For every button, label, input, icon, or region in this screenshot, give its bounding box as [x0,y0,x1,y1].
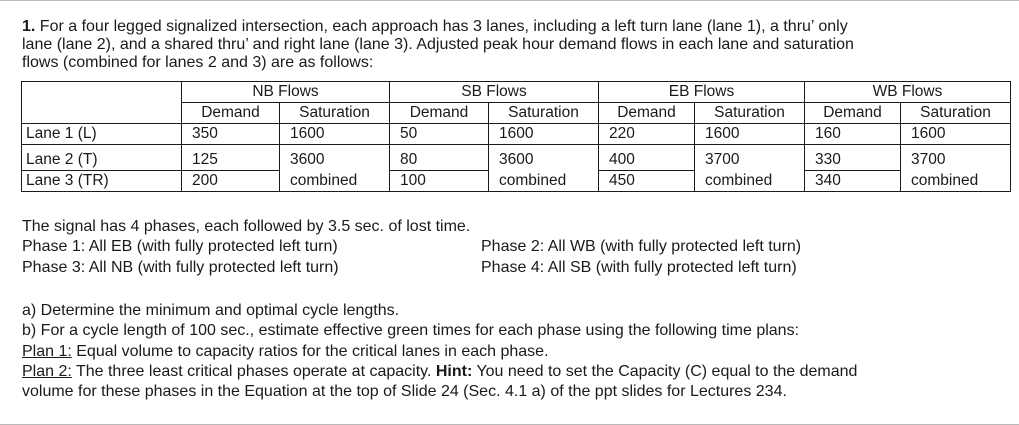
table-cell: combined [695,171,805,192]
table-cell: 3600 [280,150,390,171]
table-cell: 340 [805,171,901,192]
row-label: Lane 3 (TR) [22,171,182,192]
table-cell: combined [280,171,390,192]
plan-2-hint-text: You need to set the Capacity (C) equal to the demand [472,363,858,380]
wb-flows-header: WB Flows [805,82,1011,103]
corner-cell [22,82,182,103]
wb-demand-header: Demand [805,103,901,124]
table-cell: 3600 [489,150,599,171]
question-b: b) For a cycle length of 100 sec., estimate effective green times for each phase using the following time plans: [22,322,800,339]
phase-2-text: Phase 2: All WB (with fully protected left turn) [481,238,802,255]
table-cell: 100 [390,171,489,192]
table-cell: 200 [182,171,280,192]
question-a: a) Determine the minimum and optimal cycle lengths. [22,302,400,319]
nb-flows-header: NB Flows [182,82,390,103]
eb-flows-header: EB Flows [599,82,805,103]
table-cell: 450 [599,171,695,192]
table-cell: 160 [805,124,901,145]
row-label: Lane 2 (T) [22,150,182,171]
plan-1-text: Equal volume to capacity ratios for the critical lanes in each phase. [71,343,549,360]
table-row-lane-3 [22,171,1011,192]
plan-1 [22,343,549,361]
phase-1-text: Phase 1: All EB (with fully protected left turn) [22,238,338,255]
sb-flows-header: SB Flows [390,82,599,103]
intro-line-1 [22,18,854,36]
wb-saturation-header: Saturation [901,103,1011,124]
table-cell: combined [489,171,599,192]
plan-1-label: Plan 1: [22,343,72,360]
corner-cell-lower [22,103,182,124]
table-cell: 350 [182,124,280,145]
intro-line-1-text: For a four legged signalized intersection, each approach has 3 lanes, including a left turn lane (lane 1), a thru’ only [35,18,848,35]
plan-2-text: The three least critical phases operate at capacity. [71,363,436,380]
table-cell: combined [901,171,1011,192]
plan-2-label: Plan 2: [22,363,72,380]
phase-4-text: Phase 4: All SB (with fully protected left turn) [481,259,797,276]
plan-2-line-1 [22,363,857,381]
plan-2-line-2: volume for these phases in the Equation at the top of Slide 24 (Sec. 4.1 a) of the ppt slides for Lectures 234. [22,383,787,400]
table-cell: 3700 [695,150,805,171]
table-cell: 400 [599,150,695,171]
sb-saturation-header: Saturation [489,103,599,124]
sb-demand-header: Demand [390,103,489,124]
intro-line-3: flows (combined for lanes 2 and 3) are as follows: [22,54,374,71]
table-cell: 1600 [489,124,599,145]
sub-header-row [22,103,1011,124]
eb-saturation-header: Saturation [695,103,805,124]
table-cell: 1600 [901,124,1011,145]
eb-demand-header: Demand [599,103,695,124]
table-cell: 1600 [280,124,390,145]
row-label: Lane 1 (L) [22,124,182,145]
plan-2-hint-label: Hint: [435,363,473,380]
problem-intro [22,18,854,72]
table-cell: 220 [599,124,695,145]
phase-3-text: Phase 3: All NB (with fully protected left turn) [22,259,339,276]
table-cell: 330 [805,150,901,171]
nb-demand-header: Demand [182,103,280,124]
table-cell: 1600 [695,124,805,145]
intro-line-2: lane (lane 2), and a shared thru’ and right lane (lane 3). Adjusted peak hour demand flows in each lane and saturation [22,36,854,53]
table-row-lane-2 [22,150,1011,171]
group-header-row [22,82,1011,103]
flows-table [21,81,1011,192]
problem-number: 1. [22,18,36,35]
nb-saturation-header: Saturation [280,103,390,124]
table-cell: 50 [390,124,489,145]
table-cell: 80 [390,150,489,171]
signal-intro: The signal has 4 phases, each followed by 3.5 sec. of lost time. [22,218,471,235]
table-cell: 3700 [901,150,1011,171]
table-row-lane-1 [22,124,1011,145]
table-cell: 125 [182,150,280,171]
top-border [0,0,1019,1]
